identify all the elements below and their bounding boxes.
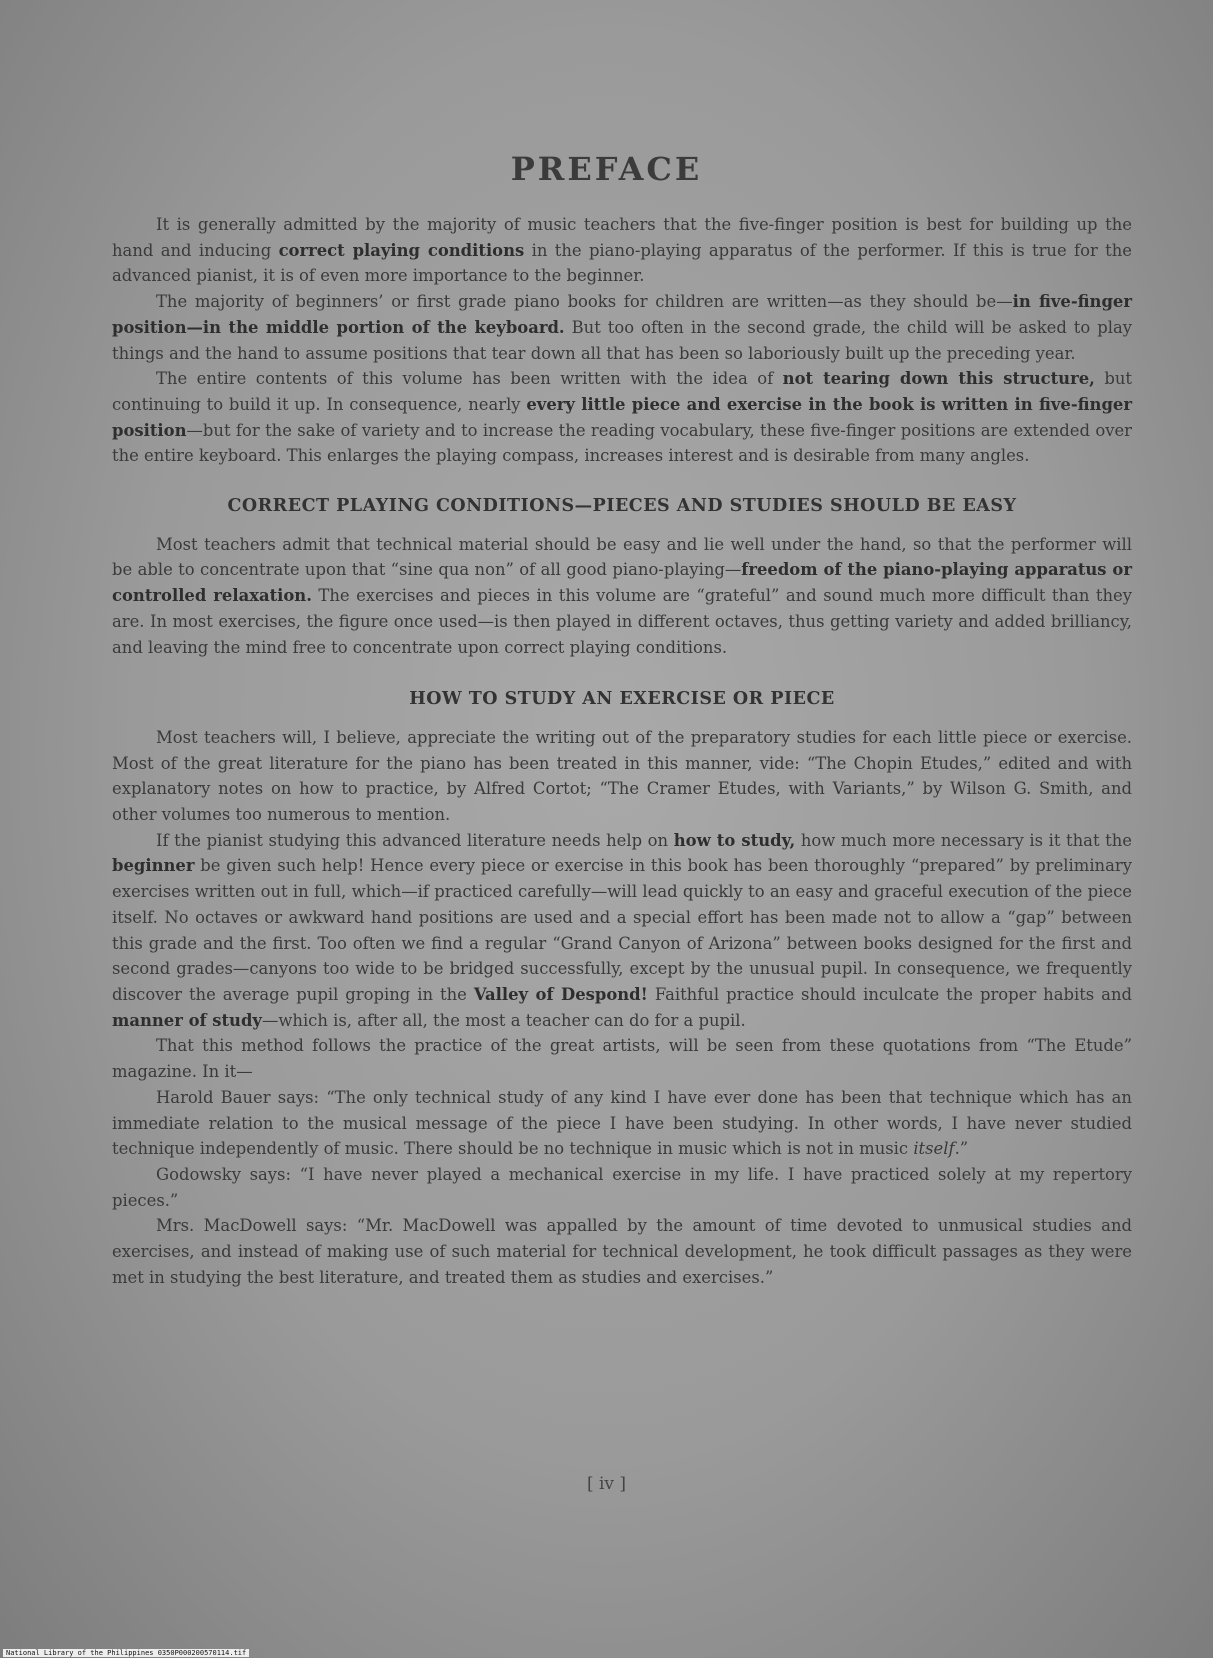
- bold-phrase: beginner: [112, 856, 195, 876]
- section-heading-how-to-study: HOW TO STUDY AN EXERCISE OR PIECE: [409, 689, 835, 710]
- paragraph: [112, 532, 1132, 661]
- section-heading-correct-playing: CORRECT PLAYING CONDITIONS—PIECES AND STUDIES SHOULD BE EASY: [227, 496, 1017, 517]
- text-run: be given such help! Hence every piece or exercise in this book has been thoroughly “prepared” by preliminary exercises written out in full, which—if practiced carefully—will lead quickly to an easy and graceful execution of the piece itself. No octaves or awkward hand positions are used and a special effort has been made not to allow a “gap” between this grade and the first. Too often we find a regular “Grand Canyon of Arizona” between books designed for the first and second grades—canyons too wide to be bridged successfully, except by the unusual pupil. In consequence, we frequently discover the average pupil groping in the: [112, 856, 1132, 1004]
- paragraph: [112, 1033, 1132, 1084]
- text-run: —which is, after all, the most a teacher can do for a pupil.: [261, 1010, 746, 1030]
- text-run: how much more necessary is it that the: [795, 830, 1132, 850]
- text-run: The exercises and pieces in this volume are “grateful” and sound much more difficult than they are. In most exercises, the figure once used—is then played in different octaves, thus getting variety and added brilliancy, and leaving the mind free to concentrate upon correct playing conditions.: [112, 586, 1132, 657]
- text-run: The majority of beginners’ or first grade piano books for children are written—as they should be—: [156, 292, 1013, 312]
- bold-phrase: manner of study: [112, 1010, 262, 1030]
- text-run: but continuing to build it up. In consequence, nearly: [112, 369, 1132, 414]
- text-run: The entire contents of this volume has been written with the idea of: [156, 369, 783, 389]
- text-run: That this method follows the practice of the great artists, will be seen from these quotations from “The Etude” magazine. In it—: [112, 1036, 1132, 1082]
- bold-phrase: freedom of the piano-playing apparatus or controlled relaxation.: [112, 560, 1132, 606]
- text-run: .”: [954, 1139, 969, 1159]
- page-number: [ iv ]: [586, 1474, 627, 1494]
- text-run: But too often in the second grade, the child will be asked to play things and the hand to assume positions that tear down all that has been so laboriously built up the preceding year.: [112, 317, 1132, 363]
- text-run: —but for the sake of variety and to increase the reading vocabulary, these five-finger positions are extended over the entire keyboard. This enlarges the playing compass, increases interest and is desirable from many angles.: [112, 420, 1132, 466]
- archive-footer-label: National Library of the Philippines 0350P000200570114.tif: [3, 1649, 249, 1657]
- text-run: Godowsky says: “I have never played a mechanical exercise in my life. I have practiced solely at my repertory pieces.”: [112, 1164, 1132, 1210]
- paragraph: [112, 366, 1132, 469]
- section1-paragraphs: [112, 532, 1132, 661]
- text-run: Most teachers will, I believe, appreciate the writing out of the preparatory studies for each little piece or exercise. Most of the great literature for the piano has been treated in this manner, vide: “The Chopin Etudes,” edited and with explanatory notes on how to practice, by Alfred Cortot; “The Cramer Etudes, with Variants,” by Wilson G. Smith, and other volumes too numerous to mention.: [112, 727, 1132, 825]
- paragraph: [112, 289, 1132, 366]
- bold-phrase: how to study,: [673, 830, 796, 850]
- bold-phrase: Valley of Despond!: [473, 984, 648, 1004]
- paragraph: [112, 725, 1132, 828]
- bold-phrase: correct playing conditions: [278, 240, 525, 260]
- text-run: It is generally admitted by the majority of music teachers that the five-finger position is best for building up the hand and inducing: [112, 215, 1132, 260]
- paragraph: [112, 1162, 1132, 1213]
- text-run: Most teachers admit that technical material should be easy and lie well under the hand, so that the performer will be able to concentrate upon that “sine qua non” of all good piano-playing—: [112, 534, 1132, 580]
- text-run: Harold Bauer says: “The only technical study of any kind I have ever done has been that technique which has an immediate relation to the musical message of the piece I have been studying. In other words, I have never studied technique independently of music. There should be no technique in music which is not in music: [112, 1087, 1132, 1159]
- section2-paragraphs: [112, 725, 1132, 1290]
- page-title: PREFACE: [510, 150, 703, 188]
- intro-paragraphs: [112, 212, 1132, 469]
- paragraph: [112, 212, 1132, 289]
- bold-phrase: not tearing down this structure,: [782, 369, 1095, 389]
- bold-phrase: in five-finger position—in the middle portion of the keyboard.: [112, 292, 1132, 337]
- text-run: in the piano-playing apparatus of the performer. If this is true for the advanced pianist, it is of even more importance to the beginner.: [112, 240, 1132, 286]
- paragraph: [112, 1213, 1132, 1290]
- text-run: If the pianist studying this advanced literature needs help on: [156, 830, 674, 850]
- italic-phrase: itself: [913, 1139, 955, 1159]
- paragraph: [112, 828, 1132, 1034]
- paragraph: [112, 1085, 1132, 1162]
- text-run: Mrs. MacDowell says: “Mr. MacDowell was appalled by the amount of time devoted to unmusical studies and exercises, and instead of making use of such material for technical development, he took difficult passages as they were met in studying the best literature, and treated them as studies and exercises.”: [112, 1216, 1132, 1287]
- text-run: Faithful practice should inculcate the proper habits and: [647, 984, 1132, 1004]
- body-text: [112, 212, 1132, 1290]
- bold-phrase: every little piece and exercise in the book is written in five-finger position: [112, 394, 1132, 440]
